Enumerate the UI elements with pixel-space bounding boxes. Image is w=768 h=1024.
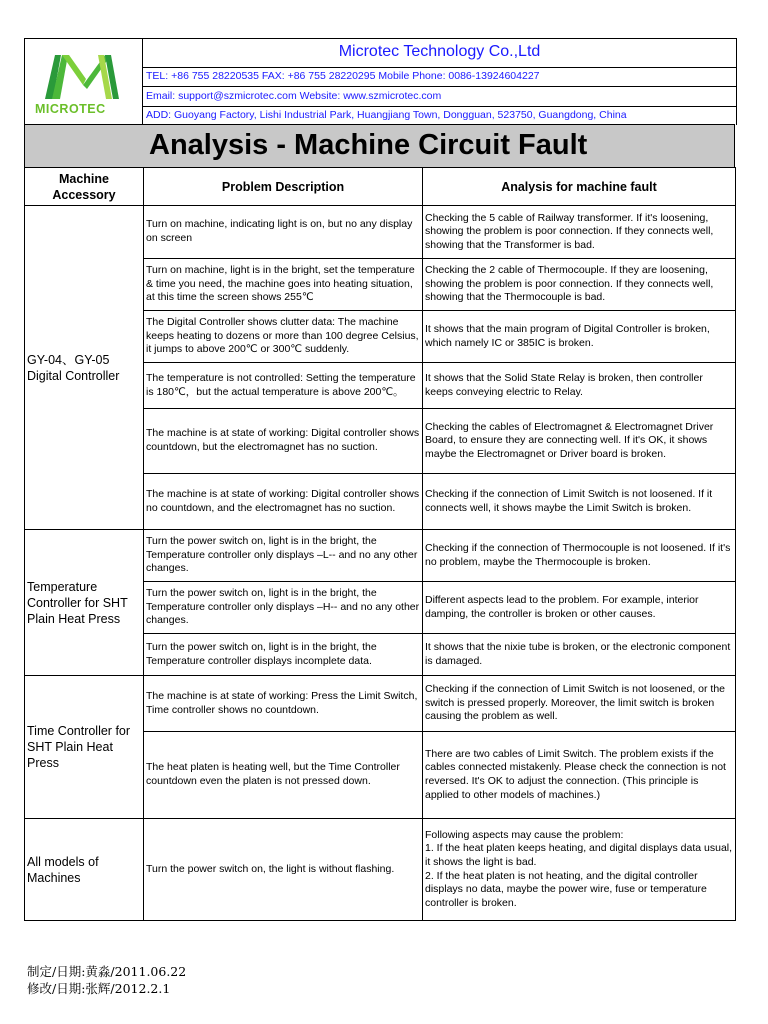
- fault-analysis-cell: There are two cables of Limit Switch. The problem exists if the cables connected mistakenly. Please check the connection is not reversed. It's OK to adjust the connection. (This principle is applied to other models of machines.): [423, 732, 736, 819]
- table-row: [25, 676, 736, 732]
- fault-analysis-cell: It shows that the Solid State Relay is broken, then controller keeps conveying electric to Relay.: [423, 363, 736, 409]
- table-row: [25, 530, 736, 582]
- fault-analysis-cell: Checking the 2 cable of Thermocouple. If they are loosening, showing the problem is poor connection. If they connects well, showing that the Thermocouple is bad.: [423, 259, 736, 311]
- problem-description-cell: Turn the power switch on, light is in the bright, the Temperature controller only displays –L-- and no any other changes.: [144, 530, 423, 582]
- fault-analysis-cell: It shows that the main program of Digital Controller is broken, which namely IC or 385IC is broken.: [423, 311, 736, 363]
- page-title: Analysis - Machine Circuit Fault: [149, 129, 588, 161]
- fault-analysis-cell: Checking if the connection of Thermocouple is not loosened. If it's no problem, maybe the Thermocouple is broken.: [423, 530, 736, 582]
- fault-analysis-cell: Checking the 5 cable of Railway transformer. If it's loosening, showing the problem is poor connection. If they connects well, showing that the Transformer is bad.: [423, 206, 736, 259]
- fault-analysis-cell: Checking if the connection of Limit Switch is not loosened, or the switch is pressed properly. Moreover, the limit switch is broken causing the problem as well.: [423, 676, 736, 732]
- fault-analysis-cell: Different aspects lead to the problem. For example, interior damping, the controller is broken or other causes.: [423, 582, 736, 634]
- title-bar: [24, 124, 735, 168]
- problem-description-cell: The Digital Controller shows clutter data: The machine keeps heating to dozens or more than 100 degree Celsius, it jumps to above 200℃ or 300℃ suddenly.: [144, 311, 423, 363]
- address: ADD: Guoyang Factory, Lishi Industrial Park, Huangjiang Town, Dongguan, 523750, Guangdong, China: [146, 109, 627, 121]
- fault-table: [24, 167, 736, 921]
- header-problem: Problem Description: [144, 168, 423, 206]
- table-row: [25, 819, 736, 921]
- fault-analysis-cell: Checking if the connection of Limit Switch is not loosened. If it connects well, it shows maybe the Limit Switch is broken.: [423, 474, 736, 530]
- problem-description-cell: Turn the power switch on, light is in the bright, the Temperature controller only displays –H-- and no any other changes.: [144, 582, 423, 634]
- logo-text: MICROTEC: [35, 102, 106, 116]
- footer-made-by: 制定/日期:黄淼/2011.06.22: [27, 964, 187, 979]
- fault-analysis-cell: Checking the cables of Electromagnet & Electromagnet Driver Board, to ensure they are connecting well. If it's OK, it shows maybe the Electromagnet or Driver board is broken.: [423, 409, 736, 474]
- problem-description-cell: Turn on machine, light is in the bright, set the temperature & time you need, the machine goes into heating situation, at this time the screen shows 255℃: [144, 259, 423, 311]
- footer-revised-by: 修改/日期:张辉/2012.2.1: [27, 981, 171, 996]
- problem-description-cell: The machine is at state of working: Digital controller shows no countdown, and the electromagnet has no suction.: [144, 474, 423, 530]
- problem-description-cell: Turn on machine, indicating light is on, but no any display on screen: [144, 206, 423, 259]
- company-name: Microtec Technology Co.,Ltd: [338, 43, 541, 60]
- problem-description-cell: Turn the power switch on, the light is without flashing.: [144, 819, 423, 921]
- fault-analysis-cell: Following aspects may cause the problem: 1. If the heat platen keeps heating, and digital displays data usual, it shows the light is bad. 2. If the heat platen is not heating, and the digital controller displays no data, maybe the power wire, fuse or temperature controller is broken.: [423, 819, 736, 921]
- fault-analysis-cell: It shows that the nixie tube is broken, or the electronic component is damaged.: [423, 634, 736, 676]
- contact-email[interactable]: Email: support@szmicrotec.com Website: www.szmicrotec.com: [146, 90, 442, 102]
- machine-accessory-cell: Time Controller for SHT Plain Heat Press: [25, 676, 144, 819]
- table-header-row: [25, 168, 736, 206]
- machine-accessory-cell: GY-04、GY-05 Digital Controller: [25, 206, 144, 530]
- table-row: [25, 206, 736, 259]
- machine-accessory-cell: All models of Machines: [25, 819, 144, 921]
- logo: [25, 39, 143, 125]
- problem-description-cell: Turn the power switch on, light is in the bright, the Temperature controller displays incomplete data.: [144, 634, 423, 676]
- machine-accessory-cell: Temperature Controller for SHT Plain Heat Press: [25, 530, 144, 676]
- contact-phone: TEL: +86 755 28220535 FAX: +86 755 28220295 Mobile Phone: 0086-13924604227: [146, 70, 540, 82]
- header-accessory: Machine Accessory: [25, 168, 144, 206]
- header-analysis: Analysis for machine fault: [423, 168, 736, 206]
- company-header: [24, 38, 737, 125]
- problem-description-cell: The heat platen is heating well, but the Time Controller countdown even the platen is not pressed down.: [144, 732, 423, 819]
- problem-description-cell: The machine is at state of working: Digital controller shows countdown, but the electromagnet has no suction.: [144, 409, 423, 474]
- problem-description-cell: The temperature is not controlled: Setting the temperature is 180℃，but the actual temperature is above 200℃。: [144, 363, 423, 409]
- problem-description-cell: The machine is at state of working: Press the Limit Switch, Time controller shows no countdown.: [144, 676, 423, 732]
